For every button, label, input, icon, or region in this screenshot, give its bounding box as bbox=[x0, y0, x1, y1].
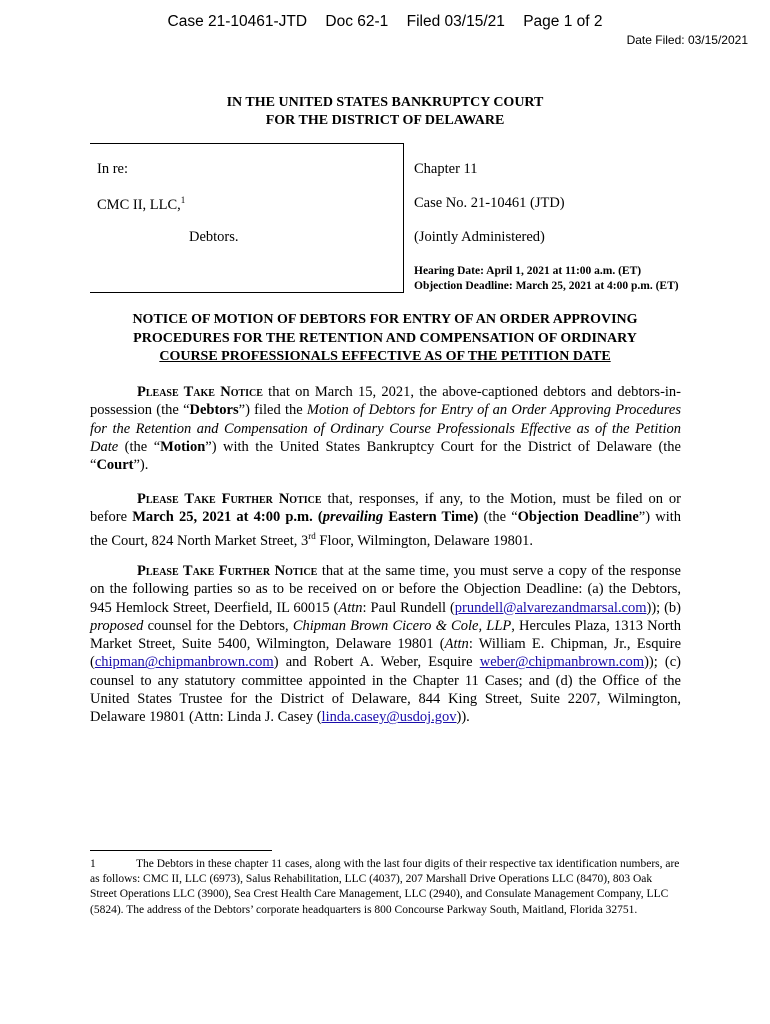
court-line-2: FOR THE DISTRICT OF DELAWARE bbox=[265, 113, 505, 128]
docket-header bbox=[0, 13, 770, 31]
caption-debtor bbox=[97, 195, 185, 214]
email-link-rundell[interactable]: prundell@alvarezandmarsal.com bbox=[454, 599, 647, 616]
caption-administered: (Jointly Administered) bbox=[414, 229, 545, 245]
motion-title: Motion of Debtors for Entry of an Order Approving Procedures for the Retention and Compensation of Ordinary Course Professionals Effective as of the Petition Date bbox=[90, 402, 681, 455]
debtor-name: CMC II, LLC, bbox=[97, 196, 181, 213]
caption-in-re: In re: bbox=[97, 161, 128, 177]
footnote-mark: 1 bbox=[90, 858, 96, 870]
footnote-rule bbox=[90, 850, 272, 851]
title-line-2: PROCEDURES FOR THE RETENTION AND COMPENSATION OF ORDINARY bbox=[133, 330, 637, 346]
title-line-1: NOTICE OF MOTION OF DEBTORS FOR ENTRY OF AN ORDER APPROVING bbox=[132, 312, 638, 327]
footnote bbox=[90, 857, 681, 918]
caption-debtors-label: Debtors. bbox=[189, 229, 239, 245]
email-link-weber[interactable]: weber@chipmanbrown.com bbox=[479, 654, 645, 671]
email-link-chipman[interactable]: chipman@chipmanbrown.com bbox=[94, 654, 274, 671]
title-line-3: COURSE PROFESSIONALS EFFECTIVE AS OF THE PETITION DATE bbox=[159, 349, 611, 364]
caption-chapter: Chapter 11 bbox=[414, 161, 478, 177]
court-heading bbox=[0, 94, 770, 130]
paragraph-notice: Please Take Notice that on March 15, 2021, the above-captioned debtors and debtors-in-possession (the “Debtors”) filed the Motion of Debtors for Entry of an Order Approving Procedures for the Retention and Compensation of Ordinary Course Professionals Effective as of the Petition Date (the “Motion”) with the United States Bankruptcy Court for the District of Delaware (the “Court”). bbox=[90, 384, 682, 474]
please-take-further-notice-2: Please Take Further Notice bbox=[137, 563, 318, 579]
please-take-notice: Please Take Notice bbox=[137, 384, 263, 400]
caption-case-no: Case No. 21-10461 (JTD) bbox=[414, 195, 565, 211]
caption-divider bbox=[403, 143, 404, 293]
counsel-firm: Chipman Brown Cicero & Cole, LLP bbox=[292, 617, 512, 634]
footnote-ref[interactable]: 1 bbox=[180, 195, 186, 205]
page-number: Page 1 of 2 bbox=[523, 13, 603, 30]
caption-objection-deadline: Objection Deadline: March 25, 2021 at 4:00 p.m. (ET) bbox=[414, 280, 679, 292]
notice-title bbox=[0, 311, 770, 367]
case-number: Case 21-10461-JTD bbox=[167, 13, 308, 30]
court-line-1: IN THE UNITED STATES BANKRUPTCY COURT bbox=[226, 95, 544, 110]
footnote-text: The Debtors in these chapter 11 cases, along with the last four digits of their respective tax identification numbers, are as follows: CMC II, LLC (6973), Salus Rehabilitation, LLC (4037), 207 Marshall Drive Operations LLC (8470), 803 Oak Street Operations LLC (3900), Sea Crest Health Care Management, LLC (2940), and Consulate Management Company, LLC (5824). The address of the Debtors’ corporate headquarters is 800 Concourse Parkway South, Maitland, Florida 32751. bbox=[90, 858, 680, 916]
filed-date: Filed 03/15/21 bbox=[406, 13, 505, 30]
please-take-further-notice: Please Take Further Notice bbox=[137, 491, 322, 507]
doc-number: Doc 62-1 bbox=[325, 13, 389, 30]
paragraph-further-notice: Please Take Further Notice that, responses, if any, to the Motion, must be filed on or before March 25, 2021 at 4:00 p.m. (prevailing Eastern Time) (the “Objection Deadline”) with the Court, 824 North Market Street, 3rd Floor, Wilmington, Delaware 19801. bbox=[90, 491, 681, 549]
caption-top-rule bbox=[90, 143, 403, 144]
caption-bottom-rule bbox=[90, 292, 403, 293]
objection-deadline-date: March 25, 2021 at 4:00 p.m. (prevailing Eastern Time) bbox=[132, 509, 479, 526]
date-filed-stamp: Date Filed: 03/15/2021 bbox=[626, 33, 748, 47]
email-link-casey[interactable]: linda.casey@usdoj.gov bbox=[321, 709, 457, 726]
paragraph-service: Please Take Further Notice that at the same time, you must serve a copy of the response on the following parties so as to be received on or before the Objection Deadline: (a) the Debtors, 945 Hemlock Street, Deerfield, IL 60015 (Attn: Paul Rundell (prundell@alvarezandmarsal.com)); (b) proposed counsel for the Debtors, Chipman Brown Cicero & Cole, LLP, Hercules Plaza, 1313 North Market Street, Suite 5400, Wilmington, Delaware 19801 (Attn: William E. Chipman, Jr., Esquire (chipman@chipmanbrown.com) and Robert A. Weber, Esquire weber@chipmanbrown.com)); (c) counsel to any statutory committee appointed in the Chapter 11 Cases; and (d) the Office of the United States Trustee for the District of Delaware, 844 King Street, Suite 2207, Wilmington, Delaware 19801 (Attn: Linda J. Casey (linda.casey@usdoj.gov)). bbox=[90, 563, 682, 726]
caption-hearing-date: Hearing Date: April 1, 2021 at 11:00 a.m. (ET) bbox=[414, 265, 642, 277]
